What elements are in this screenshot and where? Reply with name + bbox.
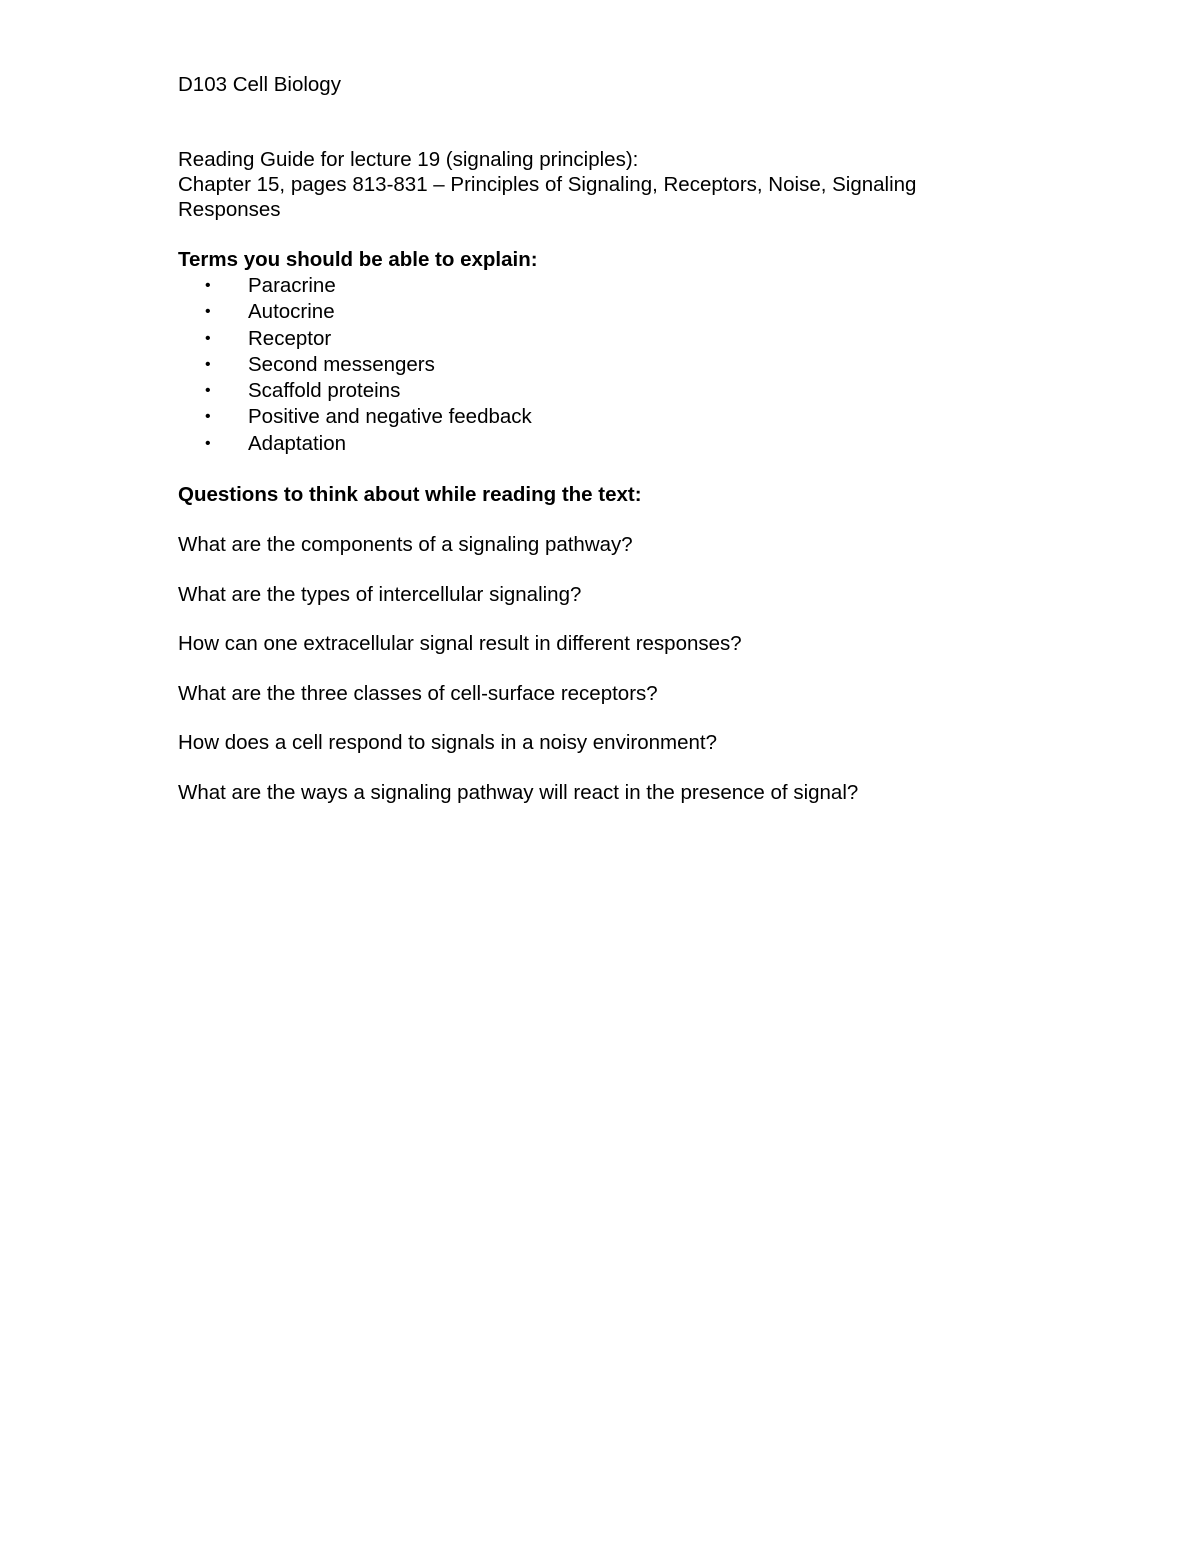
list-item — [178, 299, 998, 325]
reading-guide-heading: Reading Guide for lecture 19 (signaling principles): — [178, 148, 639, 171]
terms-heading: Terms you should be able to explain: — [178, 248, 538, 271]
document-content — [178, 72, 998, 829]
list-item — [178, 404, 998, 430]
bullet-icon: • — [205, 303, 211, 321]
list-item — [178, 378, 998, 404]
questions-heading: Questions to think about while reading the text: — [178, 483, 642, 507]
list-item — [178, 431, 998, 457]
bullet-icon: • — [205, 355, 211, 373]
question-item: What are the ways a signaling pathway will react in the presence of signal? — [178, 780, 859, 804]
list-item — [178, 326, 998, 352]
list-item — [178, 273, 998, 299]
bullet-icon: • — [205, 329, 211, 347]
chapter-reference: Chapter 15, pages 813-831 – Principles of Signaling, Receptors, Noise, Signaling Responses — [178, 173, 917, 221]
term-label: Scaffold proteins — [248, 379, 401, 403]
list-item — [178, 352, 998, 378]
question-item: How does a cell respond to signals in a noisy environment? — [178, 731, 717, 755]
term-label: Receptor — [248, 326, 332, 350]
bullet-icon: • — [205, 277, 211, 294]
bullet-icon: • — [205, 434, 211, 452]
terms-list — [178, 273, 998, 457]
term-label: Positive and negative feedback — [248, 405, 532, 429]
term-label: Paracrine — [248, 274, 336, 297]
term-label: Second messengers — [248, 352, 435, 376]
question-item: What are the components of a signaling pathway? — [178, 533, 633, 557]
bullet-icon: • — [205, 408, 211, 426]
question-item: What are the types of intercellular signaling? — [178, 582, 582, 606]
course-title: D103 Cell Biology — [178, 73, 341, 96]
term-label: Autocrine — [248, 300, 335, 324]
term-label: Adaptation — [248, 431, 347, 455]
bullet-icon: • — [205, 382, 211, 400]
question-item: How can one extracellular signal result in different responses? — [178, 632, 742, 656]
question-item: What are the three classes of cell-surface receptors? — [178, 681, 658, 705]
